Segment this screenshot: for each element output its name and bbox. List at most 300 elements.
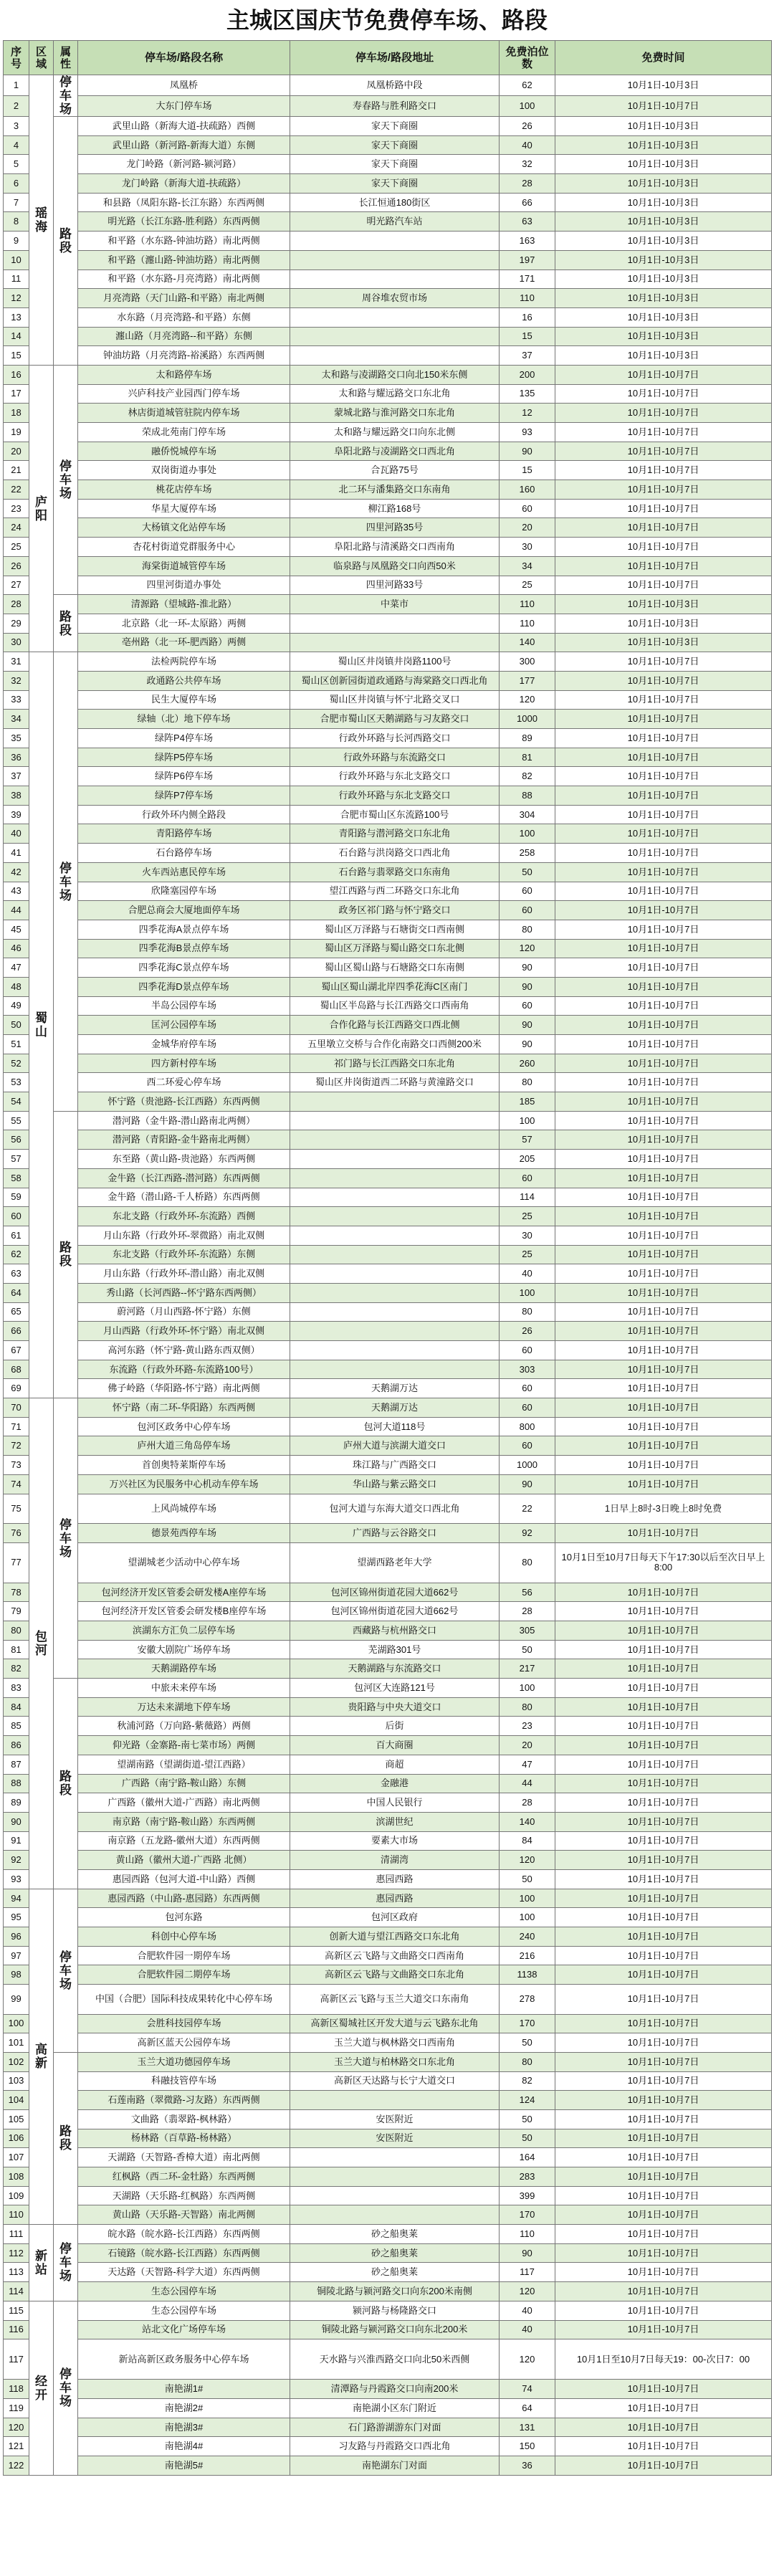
cell-seq: 43 — [4, 882, 29, 901]
table-row — [4, 1073, 772, 1092]
cell-name: 绿阵P7停车场 — [78, 786, 290, 806]
cell-time: 10月1日-10月7日 — [555, 1602, 772, 1621]
cell-seq: 116 — [4, 2320, 29, 2339]
header-seq: 序号 — [4, 41, 29, 75]
cell-seq: 96 — [4, 1927, 29, 1947]
cell-seq: 98 — [4, 1965, 29, 1985]
cell-address: 天鹅湖万达 — [290, 1398, 500, 1418]
table-row — [4, 2186, 772, 2205]
cell-name: 佛子岭路（华阳路-怀宁路）南北两侧 — [78, 1379, 290, 1398]
cell-seq: 118 — [4, 2380, 29, 2399]
table-row — [4, 461, 772, 480]
cell-name: 庐州大道三角岛停车场 — [78, 1436, 290, 1456]
cell-address: 祁门路与长江西路交口东北角 — [290, 1054, 500, 1073]
cell-time: 10月1日-10月7日 — [555, 2071, 772, 2091]
cell-name: 潜河路（青阳路-金牛路南北两侧） — [78, 1130, 290, 1150]
cell-name: 东北支路（行政外环-东流路）西侧 — [78, 1207, 290, 1226]
cell-address — [290, 1341, 500, 1360]
table-row — [4, 2282, 772, 2301]
table-row — [4, 518, 772, 538]
cell-time: 10月1日-10月7日 — [555, 1851, 772, 1870]
cell-spaces: 90 — [500, 958, 555, 978]
table-row — [4, 595, 772, 614]
cell-seq: 109 — [4, 2186, 29, 2205]
cell-address: 习友路与丹霞路交口西北角 — [290, 2437, 500, 2456]
cell-address: 长江恒通180街区 — [290, 193, 500, 212]
table-row — [4, 690, 772, 710]
cell-seq: 9 — [4, 232, 29, 251]
table-row — [4, 2339, 772, 2380]
cell-name: 天湖路（天乐路-红枫路）东西两侧 — [78, 2186, 290, 2205]
cell-address: 行政外环路与东北支路交口 — [290, 786, 500, 806]
table-row — [4, 1035, 772, 1054]
table-row — [4, 1717, 772, 1736]
cell-time: 10月1日-10月7日 — [555, 499, 772, 518]
table-row — [4, 1812, 772, 1831]
cell-spaces: 50 — [500, 2109, 555, 2129]
cell-address: 青阳路与潜河路交口东北角 — [290, 824, 500, 844]
cell-spaces: 56 — [500, 1583, 555, 1602]
table-row — [4, 1494, 772, 1523]
cell-time: 10月1日-10月7日 — [555, 2091, 772, 2110]
cell-time: 10月1日-10月3日 — [555, 250, 772, 269]
table-row — [4, 748, 772, 767]
table-row — [4, 1474, 772, 1494]
cell-spaces: 399 — [500, 2186, 555, 2205]
cell-spaces: 93 — [500, 423, 555, 442]
cell-type: 停车场 — [54, 1889, 78, 2052]
cell-spaces: 305 — [500, 1621, 555, 1641]
table-row — [4, 2091, 772, 2110]
cell-name: 半岛公园停车场 — [78, 996, 290, 1016]
cell-spaces: 64 — [500, 2398, 555, 2418]
cell-spaces: 30 — [500, 538, 555, 557]
cell-name: 石台路停车场 — [78, 844, 290, 863]
cell-seq: 73 — [4, 1456, 29, 1475]
cell-name: 四方新村停车场 — [78, 1054, 290, 1073]
table-row — [4, 1640, 772, 1659]
cell-seq: 101 — [4, 2033, 29, 2053]
cell-name: 包河经济开发区管委会研发楼B座停车场 — [78, 1602, 290, 1621]
table-row — [4, 977, 772, 996]
cell-time: 10月1日至10月7日每天下午17:30以后至次日早上8:00 — [555, 1542, 772, 1583]
cell-address: 清湖湾 — [290, 1851, 500, 1870]
cell-name: 东至路（黄山路-贵池路）东西两侧 — [78, 1150, 290, 1169]
table-row — [4, 633, 772, 652]
table-row — [4, 1851, 772, 1870]
cell-address: 蒙城北路与淮河路交口东北角 — [290, 404, 500, 423]
cell-address: 蜀山区万泽路与蜀山路交口东北侧 — [290, 939, 500, 958]
cell-address: 包河大道与东海大道交口西北角 — [290, 1494, 500, 1523]
cell-address: 蜀山区井岗镇井岗路1100号 — [290, 652, 500, 672]
header-address: 停车场/路段地址 — [290, 41, 500, 75]
cell-spaces: 40 — [500, 135, 555, 155]
cell-seq: 20 — [4, 442, 29, 461]
cell-spaces: 170 — [500, 2205, 555, 2225]
cell-type: 停车场 — [54, 1398, 78, 1679]
cell-seq: 54 — [4, 1092, 29, 1112]
cell-spaces: 80 — [500, 1542, 555, 1583]
cell-spaces: 50 — [500, 1640, 555, 1659]
cell-name: 万达未来湖地下停车场 — [78, 1697, 290, 1717]
cell-time: 10月1日-10月7日 — [555, 690, 772, 710]
cell-address: 高新区云飞路与玉兰大道交口东南角 — [290, 1985, 500, 2014]
cell-address — [290, 1264, 500, 1284]
cell-time: 10月1日-10月7日 — [555, 2148, 772, 2167]
cell-type: 路段 — [54, 595, 78, 652]
cell-type: 停车场 — [54, 2301, 78, 2475]
cell-address: 望江西路与西二环路交口东北角 — [290, 882, 500, 901]
cell-time: 10月1日-10月7日 — [555, 901, 772, 920]
cell-time: 10月1日-10月7日 — [555, 1283, 772, 1302]
cell-address: 芜湖路301号 — [290, 1640, 500, 1659]
cell-seq: 79 — [4, 1602, 29, 1621]
cell-time: 10月1日-10月7日 — [555, 1774, 772, 1793]
cell-time: 10月1日-10月7日 — [555, 1679, 772, 1698]
cell-name: 华星大厦停车场 — [78, 499, 290, 518]
cell-seq: 26 — [4, 556, 29, 576]
cell-spaces: 47 — [500, 1755, 555, 1774]
cell-time: 10月1日-10月7日 — [555, 1717, 772, 1736]
cell-seq: 22 — [4, 480, 29, 500]
cell-address: 高新区云飞路与文曲路交口西南角 — [290, 1946, 500, 1965]
cell-seq: 31 — [4, 652, 29, 672]
cell-spaces: 150 — [500, 2437, 555, 2456]
cell-name: 凤凰桥 — [78, 75, 290, 96]
cell-time: 10月1日-10月7日 — [555, 786, 772, 806]
cell-seq: 88 — [4, 1774, 29, 1793]
table-row — [4, 384, 772, 404]
cell-seq: 21 — [4, 461, 29, 480]
cell-spaces: 82 — [500, 767, 555, 786]
cell-seq: 111 — [4, 2225, 29, 2244]
cell-name: 望湖南路（望湖街道-望江西路） — [78, 1755, 290, 1774]
cell-address — [290, 250, 500, 269]
cell-address: 西藏路与杭州路交口 — [290, 1621, 500, 1641]
cell-spaces: 120 — [500, 690, 555, 710]
table-row — [4, 2380, 772, 2399]
cell-spaces: 216 — [500, 1946, 555, 1965]
cell-name: 怀宁路（南二环-华阳路）东西两侧 — [78, 1398, 290, 1418]
cell-spaces: 60 — [500, 901, 555, 920]
cell-seq: 41 — [4, 844, 29, 863]
cell-time: 10月1日-10月3日 — [555, 212, 772, 232]
cell-seq: 119 — [4, 2398, 29, 2418]
cell-seq: 15 — [4, 346, 29, 366]
cell-seq: 57 — [4, 1150, 29, 1169]
table-row — [4, 499, 772, 518]
cell-address — [290, 269, 500, 289]
cell-spaces: 50 — [500, 1869, 555, 1889]
table-row — [4, 1264, 772, 1284]
cell-seq: 94 — [4, 1889, 29, 1908]
cell-address — [290, 2167, 500, 2187]
cell-seq: 95 — [4, 1908, 29, 1927]
table-row — [4, 1436, 772, 1456]
cell-time: 10月1日-10月7日 — [555, 1264, 772, 1284]
cell-seq: 1 — [4, 75, 29, 96]
cell-seq: 46 — [4, 939, 29, 958]
cell-name: 清源路（望城路-淮北路） — [78, 595, 290, 614]
cell-spaces: 16 — [500, 307, 555, 327]
cell-seq: 42 — [4, 862, 29, 882]
cell-seq: 8 — [4, 212, 29, 232]
table-row — [4, 1659, 772, 1679]
cell-address: 高新区天达路与长宁大道交口 — [290, 2071, 500, 2091]
cell-name: 合肥软件园一期停车场 — [78, 1946, 290, 1965]
cell-seq: 108 — [4, 2167, 29, 2187]
cell-address: 砂之船奥莱 — [290, 2225, 500, 2244]
cell-spaces: 44 — [500, 1774, 555, 1793]
table-row — [4, 1985, 772, 2014]
cell-name: 和平路（水东路-月亮湾路）南北两侧 — [78, 269, 290, 289]
cell-spaces: 1138 — [500, 1965, 555, 1985]
cell-spaces: 283 — [500, 2167, 555, 2187]
cell-address: 合瓦路75号 — [290, 461, 500, 480]
table-header-row — [4, 41, 772, 75]
cell-seq: 72 — [4, 1436, 29, 1456]
table-row — [4, 538, 772, 557]
table-row — [4, 2109, 772, 2129]
table-row — [4, 1092, 772, 1112]
cell-spaces: 82 — [500, 2071, 555, 2091]
table-row — [4, 75, 772, 96]
cell-seq: 110 — [4, 2205, 29, 2225]
cell-time: 10月1日-10月7日 — [555, 652, 772, 672]
cell-name: 生态公园停车场 — [78, 2301, 290, 2320]
cell-address: 华山路与紫云路交口 — [290, 1474, 500, 1494]
cell-seq: 100 — [4, 2014, 29, 2033]
table-row — [4, 882, 772, 901]
cell-time: 10月1日-10月7日 — [555, 1474, 772, 1494]
cell-seq: 53 — [4, 1073, 29, 1092]
cell-time: 10月1日-10月7日 — [555, 2418, 772, 2437]
table-row — [4, 346, 772, 366]
cell-seq: 122 — [4, 2456, 29, 2476]
cell-spaces: 131 — [500, 2418, 555, 2437]
cell-time: 10月1日-10月7日 — [555, 2167, 772, 2187]
cell-address: 蜀山区蜀山路与石塘路交口东南侧 — [290, 958, 500, 978]
table-row — [4, 232, 772, 251]
cell-time: 10月1日-10月7日 — [555, 1417, 772, 1436]
cell-time: 10月1日-10月7日 — [555, 1092, 772, 1112]
table-row — [4, 729, 772, 748]
cell-time: 10月1日-10月3日 — [555, 633, 772, 652]
cell-spaces: 117 — [500, 2263, 555, 2282]
cell-time: 10月1日-10月7日 — [555, 1621, 772, 1641]
table-row — [4, 423, 772, 442]
table-row — [4, 614, 772, 633]
page-title: 主城区国庆节免费停车场、路段 — [226, 7, 548, 33]
cell-time: 10月1日-10月7日 — [555, 1523, 772, 1542]
cell-seq: 51 — [4, 1035, 29, 1054]
cell-time: 10月1日-10月3日 — [555, 117, 772, 136]
cell-spaces: 15 — [500, 327, 555, 346]
cell-time: 10月1日-10月7日 — [555, 442, 772, 461]
cell-seq: 84 — [4, 1697, 29, 1717]
cell-name: 金城华府停车场 — [78, 1035, 290, 1054]
cell-type: 路段 — [54, 2052, 78, 2224]
cell-spaces: 100 — [500, 1889, 555, 1908]
table-row — [4, 1965, 772, 1985]
cell-time: 10月1日-10月3日 — [555, 269, 772, 289]
cell-seq: 13 — [4, 307, 29, 327]
cell-seq: 63 — [4, 1264, 29, 1284]
cell-name: 金牛路（潜山路-千人桥路）东西两侧 — [78, 1188, 290, 1207]
cell-address: 中国人民银行 — [290, 1793, 500, 1813]
header-time: 免费时间 — [555, 41, 772, 75]
cell-seq: 82 — [4, 1659, 29, 1679]
cell-address: 蜀山区创新园街道政通路与海棠路交口西北角 — [290, 671, 500, 690]
cell-name: 南京路（五龙路-徽州大道）东西两侧 — [78, 1831, 290, 1851]
cell-time: 10月1日-10月7日 — [555, 1793, 772, 1813]
cell-name: 杨林路（百草路-杨林路） — [78, 2129, 290, 2148]
cell-address: 五里墩立交桥与合作化南路交口西侧200米 — [290, 1035, 500, 1054]
cell-spaces: 171 — [500, 269, 555, 289]
cell-spaces: 25 — [500, 1207, 555, 1226]
cell-time: 10月1日-10月7日 — [555, 480, 772, 500]
cell-time: 10月1日-10月7日 — [555, 2014, 772, 2033]
table-row — [4, 862, 772, 882]
cell-address: 安医附近 — [290, 2129, 500, 2148]
cell-seq: 11 — [4, 269, 29, 289]
cell-spaces: 89 — [500, 729, 555, 748]
cell-spaces: 80 — [500, 920, 555, 939]
cell-address: 政务区祁门路与怀宁路交口 — [290, 901, 500, 920]
cell-time: 10月1日-10月7日 — [555, 1150, 772, 1169]
cell-time: 10月1日-10月7日 — [555, 1054, 772, 1073]
table-row — [4, 939, 772, 958]
cell-name: 绿阵P5停车场 — [78, 748, 290, 767]
cell-address: 蜀山区半岛路与长江西路交口西南角 — [290, 996, 500, 1016]
cell-time: 10月1日-10月7日 — [555, 2263, 772, 2282]
cell-type: 路段 — [54, 1679, 78, 1889]
header-type: 属性 — [54, 41, 78, 75]
cell-address: 玉兰大道与柏林路交口东北角 — [290, 2052, 500, 2071]
cell-address: 家天下商圈 — [290, 117, 500, 136]
cell-name: 合肥总商会大厦地面停车场 — [78, 901, 290, 920]
cell-spaces: 60 — [500, 499, 555, 518]
cell-name: 四季花海D景点停车场 — [78, 977, 290, 996]
cell-time: 10月1日-10月7日 — [555, 2052, 772, 2071]
table-row — [4, 1908, 772, 1927]
cell-address: 阜阳北路与凌湖路交口西北角 — [290, 442, 500, 461]
cell-spaces: 50 — [500, 2033, 555, 2053]
cell-spaces: 90 — [500, 1035, 555, 1054]
cell-spaces: 90 — [500, 442, 555, 461]
cell-time: 10月1日-10月7日 — [555, 729, 772, 748]
cell-seq: 81 — [4, 1640, 29, 1659]
table-row — [4, 2225, 772, 2244]
cell-time: 10月1日-10月7日 — [555, 404, 772, 423]
cell-seq: 34 — [4, 710, 29, 729]
cell-address — [290, 232, 500, 251]
cell-type: 路段 — [54, 117, 78, 366]
cell-address — [290, 2205, 500, 2225]
cell-time: 10月1日-10月7日 — [555, 1226, 772, 1245]
cell-name: 高新区蓝天公园停车场 — [78, 2033, 290, 2053]
cell-time: 10月1日-10月7日 — [555, 423, 772, 442]
cell-name: 包河区政务中心停车场 — [78, 1417, 290, 1436]
table-row — [4, 2456, 772, 2476]
cell-seq: 120 — [4, 2418, 29, 2437]
cell-seq: 58 — [4, 1168, 29, 1188]
cell-name: 明光路（长江东路-胜利路）东西两侧 — [78, 212, 290, 232]
cell-name: 仰光路（金寨路-南七菜市场）两侧 — [78, 1736, 290, 1755]
cell-address: 周谷堆农贸市场 — [290, 289, 500, 308]
cell-spaces: 32 — [500, 155, 555, 174]
cell-name: 龙门岭路（新海大道-扶疏路） — [78, 174, 290, 194]
table-row — [4, 174, 772, 194]
table-row — [4, 2437, 772, 2456]
cell-time: 10月1日-10月7日 — [555, 1035, 772, 1054]
table-row — [4, 1946, 772, 1965]
cell-spaces: 80 — [500, 2052, 555, 2071]
table-row — [4, 96, 772, 117]
cell-spaces: 50 — [500, 2129, 555, 2148]
cell-address: 临泉路与凤凰路交口向西50米 — [290, 556, 500, 576]
table-row — [4, 1774, 772, 1793]
cell-address: 柳江路168号 — [290, 499, 500, 518]
table-row — [4, 1168, 772, 1188]
cell-spaces: 40 — [500, 2320, 555, 2339]
cell-time: 10月1日-10月7日 — [555, 767, 772, 786]
cell-name: 文曲路（翡翠路-枫林路） — [78, 2109, 290, 2129]
cell-spaces: 140 — [500, 1812, 555, 1831]
cell-spaces: 100 — [500, 1283, 555, 1302]
cell-name: 海棠街道城管停车场 — [78, 556, 290, 576]
cell-seq: 24 — [4, 518, 29, 538]
cell-name: 政通路公共停车场 — [78, 671, 290, 690]
cell-name: 蔚河路（月山西路-怀宁路）东侧 — [78, 1302, 290, 1322]
cell-spaces: 74 — [500, 2380, 555, 2399]
cell-name: 天达路（天智路-科学大道）东西两侧 — [78, 2263, 290, 2282]
cell-name: 潜河路（金牛路-潜山路南北两侧） — [78, 1111, 290, 1130]
cell-address: 铜陵北路与颍河路交口向东200米南侧 — [290, 2282, 500, 2301]
table-row — [4, 1360, 772, 1379]
cell-time: 1日早上8时-3日晚上8时免费 — [555, 1494, 772, 1523]
cell-spaces: 25 — [500, 1245, 555, 1264]
cell-district: 包河 — [29, 1398, 54, 1889]
cell-name: 月亮湾路（天门山路-和平路）南北两侧 — [78, 289, 290, 308]
cell-time: 10月1日-10月7日 — [555, 1130, 772, 1150]
cell-spaces: 60 — [500, 1168, 555, 1188]
table-row — [4, 289, 772, 308]
cell-address: 太和路与凌湖路交口向北150米东侧 — [290, 365, 500, 384]
cell-address: 行政外环路与长河西路交口 — [290, 729, 500, 748]
cell-time: 10月1日-10月3日 — [555, 155, 772, 174]
cell-address: 北二环与潘集路交口东南角 — [290, 480, 500, 500]
table-row — [4, 307, 772, 327]
cell-address: 四里河路35号 — [290, 518, 500, 538]
cell-address: 合肥市蜀山区天鹅湖路与习友路交口 — [290, 710, 500, 729]
cell-time: 10月1日-10月7日 — [555, 1302, 772, 1322]
cell-address — [290, 2186, 500, 2205]
table-row — [4, 1016, 772, 1035]
table-row — [4, 2167, 772, 2187]
table-row — [4, 824, 772, 844]
cell-spaces: 60 — [500, 1398, 555, 1418]
cell-address: 玉兰大道与枫林路交口西南角 — [290, 2033, 500, 2053]
cell-name: 和平路（水东路-钟油坊路）南北两侧 — [78, 232, 290, 251]
cell-name: 生态公园停车场 — [78, 2282, 290, 2301]
cell-time: 10月1日-10月7日 — [555, 1456, 772, 1475]
cell-spaces: 135 — [500, 384, 555, 404]
cell-seq: 65 — [4, 1302, 29, 1322]
cell-time: 10月1日-10月7日 — [555, 1908, 772, 1927]
cell-seq: 47 — [4, 958, 29, 978]
table-row — [4, 250, 772, 269]
